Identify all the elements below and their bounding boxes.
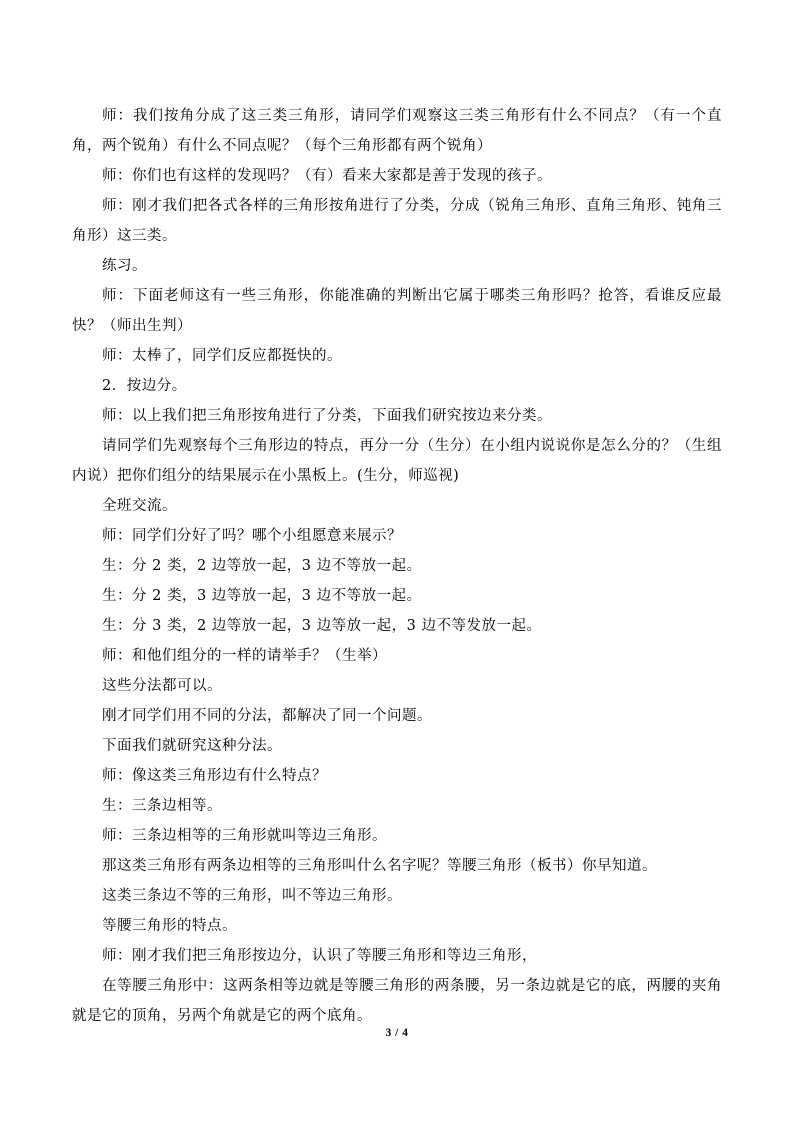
paragraph: 生：分 2 类，2 边等放一起，3 边不等放一起。 <box>102 558 422 574</box>
paragraph: 全班交流。 <box>102 498 177 514</box>
paragraph: 生：分 2 类，3 边等放一起，3 边不等放一起。 <box>102 588 422 604</box>
paragraph: 师：你们也有这样的发现吗？（有）看来大家都是善于发现的孩子。 <box>102 168 552 184</box>
paragraph: 这类三条边不等的三角形，叫不等边三角形。 <box>102 888 402 904</box>
paragraph: 练习。 <box>102 258 147 274</box>
paragraph: 师：像这类三角形边有什么特点？ <box>102 768 327 784</box>
paragraph: 师：以上我们把三角形按角进行了分类，下面我们研究按边来分类。 <box>102 408 552 424</box>
paragraph: 请同学们先观察每个三角形边的特点，再分一分（生分）在小组内说说你是怎么分的？（生组内说）把你们组分的结果展示在小黑板上。(生分，师巡视) <box>72 438 722 484</box>
paragraph: 刚才同学们用不同的分法，都解决了同一个问题。 <box>102 708 432 724</box>
page-number: 3 / 4 <box>385 1027 409 1039</box>
paragraph: 那这类三角形有两条边相等的三角形叫什么名字呢？等腰三角形（板书）你早知道。 <box>102 858 657 874</box>
paragraph: 师：太棒了，同学们反应都挺快的。 <box>102 348 342 364</box>
paragraph: 下面我们就研究这种分法。 <box>102 738 282 754</box>
paragraph: 在等腰三角形中：这两条相等边就是等腰三角形的两条腰，另一条边就是它的底，两腰的夹角就是它的顶角，另两个角就是它的两个底角。 <box>72 978 722 1024</box>
section-heading: 2．按边分。 <box>102 378 187 394</box>
paragraph: 生：分 3 类，2 边等放一起，3 边等放一起，3 边不等发放一起。 <box>102 618 542 634</box>
paragraph: 师：和他们组分的一样的请举手？（生举） <box>102 648 387 664</box>
paragraph: 师：刚才我们把三角形按边分，认识了等腰三角形和等边三角形， <box>102 948 537 964</box>
paragraph: 等腰三角形的特点。 <box>102 918 237 934</box>
document-body <box>72 101 722 1031</box>
paragraph: 师：三条边相等的三角形就叫等边三角形。 <box>102 828 387 844</box>
paragraph: 师：刚才我们把各式各样的三角形按角进行了分类，分成（锐角三角形、直角三角形、钝角三角形）这三类。 <box>72 198 722 244</box>
paragraph: 师：下面老师这有一些三角形，你能准确的判断出它属于哪类三角形吗？抢答，看谁反应最快？（师出生判） <box>72 288 722 334</box>
paragraph: 生：三条边相等。 <box>102 798 222 814</box>
paragraph: 这些分法都可以。 <box>102 678 222 694</box>
paragraph: 师：同学们分好了吗？哪个小组愿意来展示？ <box>102 528 402 544</box>
paragraph: 师：我们按角分成了这三类三角形，请同学们观察这三类三角形有什么不同点？（有一个直角，两个锐角）有什么不同点呢？（每个三角形都有两个锐角） <box>72 108 722 154</box>
